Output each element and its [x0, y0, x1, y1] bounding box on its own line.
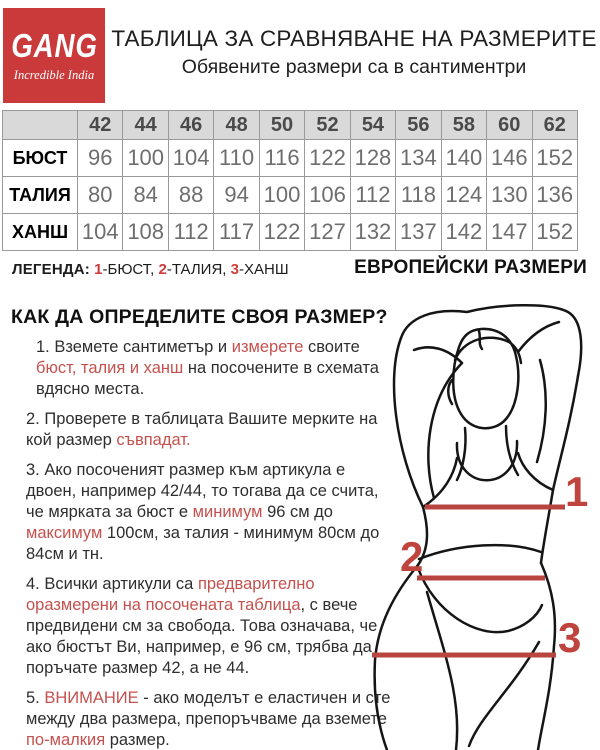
size-table-row [3, 140, 578, 177]
size-value-cell: 94 [214, 177, 259, 214]
size-header-cell: 56 [396, 111, 441, 140]
legend-marker-number: 3 [230, 261, 239, 278]
size-table-row [3, 214, 578, 251]
plain-text: , с вече предвидени см за свобода. Това означава, че ако бюстът Ви, например, е 96 см, трябва да поръчате размер 42, а не 44. [26, 596, 378, 677]
size-value-cell: 108 [123, 214, 168, 251]
page-title: ТАБЛИЦА ЗА СРАВНЯВАНЕ НА РАЗМЕРИТЕ [111, 26, 597, 51]
size-value-cell: 134 [396, 140, 441, 177]
instruction-paragraph [26, 574, 398, 679]
legend-marker-number: 2 [158, 261, 167, 278]
size-value-cell: 84 [123, 177, 168, 214]
arms-top-contour [401, 305, 581, 376]
plain-text: 2. Проверете в таблицата Вашите мерките на кой размер [26, 410, 378, 449]
legend-measure-name: -ХАНШ [238, 261, 289, 278]
legend-measure-name: -ТАЛИЯ, [166, 261, 231, 278]
right-torso [541, 490, 553, 563]
size-table-corner-cell [3, 111, 78, 140]
size-value-cell: 106 [305, 177, 350, 214]
size-value-cell: 80 [78, 177, 123, 214]
size-value-cell: 104 [78, 214, 123, 251]
right-forearm [518, 322, 559, 352]
highlighted-text: съвпадат. [116, 431, 191, 449]
size-value-cell: 132 [350, 214, 395, 251]
plain-text: на посочените в схемата вдясно места. [36, 359, 379, 398]
size-header-cell: 50 [259, 111, 304, 140]
size-header-cell: 58 [441, 111, 486, 140]
woman-outline [375, 305, 582, 750]
size-table-row [3, 177, 578, 214]
size-value-cell: 112 [350, 177, 395, 214]
page-header [110, 26, 598, 79]
measurement-figure-svg [372, 300, 600, 750]
instructions [0, 337, 398, 750]
size-value-cell: 147 [487, 214, 532, 251]
highlighted-text: предварително оразмерени на посочената таблица [26, 575, 315, 614]
highlighted-text: бюст, талия и ханш [36, 359, 184, 377]
size-table-header-row [3, 111, 578, 140]
legend-label: ЛЕГЕНДА: [12, 261, 90, 278]
size-value-cell: 122 [305, 140, 350, 177]
brand-logo [3, 8, 105, 103]
size-value-cell: 112 [168, 214, 213, 251]
size-header-cell: 46 [168, 111, 213, 140]
size-value-cell: 104 [168, 140, 213, 177]
highlighted-text: по-малкия [26, 731, 106, 749]
brand-tagline: Incredible India [13, 67, 95, 82]
plain-text: своите [303, 338, 360, 356]
size-value-cell: 117 [214, 214, 259, 251]
size-table [2, 110, 578, 251]
left-arm-outer [394, 338, 423, 507]
size-value-cell: 127 [305, 214, 350, 251]
highlighted-text: минимум [192, 503, 263, 521]
size-value-cell: 152 [532, 140, 577, 177]
size-value-cell: 96 [78, 140, 123, 177]
measurement-lines [372, 507, 565, 655]
size-value-cell: 116 [259, 140, 304, 177]
size-value-cell: 137 [396, 214, 441, 251]
right-chest-line [518, 453, 553, 490]
instruction-paragraph [26, 337, 398, 400]
highlighted-text: измерете [231, 338, 304, 356]
hair-part [479, 331, 482, 349]
size-value-cell: 118 [396, 177, 441, 214]
measure-row-label: ХАНШ [3, 214, 78, 251]
plain-text: размер. [105, 731, 170, 749]
size-value-cell: 124 [441, 177, 486, 214]
size-value-cell: 100 [123, 140, 168, 177]
instruction-paragraph [26, 688, 398, 750]
size-header-cell: 54 [350, 111, 395, 140]
plain-text: - ако моделът е еластичен и сте между два размера, препоръчваме да вземете [26, 689, 391, 728]
marker-3-hip: 3 [558, 614, 582, 661]
legend-marker-number: 1 [94, 261, 103, 278]
size-value-cell: 142 [441, 214, 486, 251]
left-ear [448, 380, 452, 404]
euro-sizes-label: ЕВРОПЕЙСКИ РАЗМЕРИ [354, 257, 587, 278]
size-header-cell: 48 [214, 111, 259, 140]
size-value-cell: 130 [487, 177, 532, 214]
highlighted-text: ВНИМАНИЕ [44, 689, 139, 707]
instruction-paragraph [26, 409, 398, 451]
measure-row-label: ТАЛИЯ [3, 177, 78, 214]
marker-1-bust: 1 [565, 468, 589, 515]
plain-text: 96 см до [262, 503, 333, 521]
size-value-cell: 152 [532, 214, 577, 251]
size-table-body [3, 140, 578, 251]
size-value-cell: 122 [259, 214, 304, 251]
plain-text: 1. Вземете сантиметър и [36, 338, 232, 356]
size-value-cell: 88 [168, 177, 213, 214]
size-value-cell: 140 [441, 140, 486, 177]
head [453, 329, 518, 428]
size-value-cell: 110 [214, 140, 259, 177]
figure-illustration [372, 300, 600, 750]
highlighted-text: максимум [26, 524, 103, 542]
how-to-heading: КАК ДА ОПРЕДЕЛИТЕ СВОЯ РАЗМЕР? [11, 306, 388, 328]
waist-crease [419, 545, 541, 559]
right-arm-inner [537, 360, 546, 462]
right-inner-leg [469, 642, 539, 746]
plain-text: 5. [26, 689, 45, 707]
size-header-cell: 44 [123, 111, 168, 140]
plain-text: 3. Ако посоченият размер към артикула е двоен, например 42/44, то тогава да се счита, че мярката за бюст е [26, 461, 379, 521]
size-header-cell: 60 [487, 111, 532, 140]
instruction-paragraph [26, 460, 398, 565]
legend-measure-name: -БЮСТ, [102, 261, 159, 278]
plain-text: 100см, за талия - минимум 80см до 84см и тн. [26, 524, 380, 563]
size-value-cell: 128 [350, 140, 395, 177]
size-header-cell: 52 [305, 111, 350, 140]
plain-text: 4. Всички артикули са [26, 575, 198, 593]
brand-name: GANG [10, 26, 98, 64]
legend [12, 261, 289, 278]
size-header-cell: 62 [532, 111, 577, 140]
size-header-cell: 42 [78, 111, 123, 140]
page-subtitle: Обявените размери са в сантиментри [181, 56, 527, 78]
measure-row-label: БЮСТ [3, 140, 78, 177]
size-value-cell: 100 [259, 177, 304, 214]
marker-2-waist: 2 [400, 533, 424, 580]
size-value-cell: 146 [487, 140, 532, 177]
size-value-cell: 136 [532, 177, 577, 214]
legend-items [94, 261, 288, 278]
